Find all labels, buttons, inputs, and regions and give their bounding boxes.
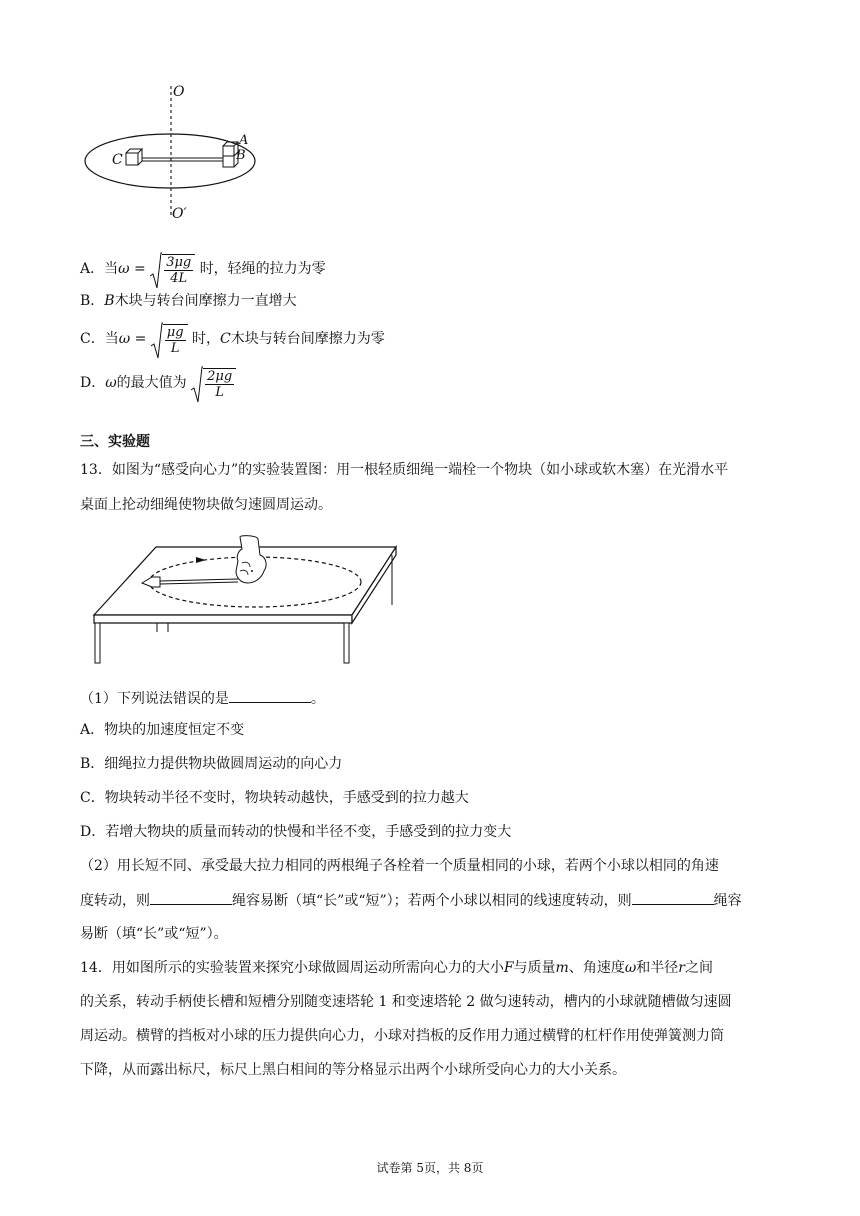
label-B: B	[236, 148, 246, 163]
q14-stem-line3: 周运动。横臂的挡板对小球的压力提供向心力，小球对挡板的反作用力通过横臂的杠杆作用使弹簧测力筒	[80, 1028, 724, 1044]
section-heading: 三、实验题	[80, 434, 150, 450]
q12-option-a: A．当ω = $\frac{3\mu g}{4L}$ 时，轻绳的拉力为零	[80, 252, 326, 286]
q13-option-d: D．若增大物块的质量而转动的快慢和半径不变，手感受到的拉力变大	[80, 824, 512, 840]
q14-stem-line2: 的关系，转动手柄使长槽和短槽分别随变速塔轮 1 和变速塔轮 2 做匀速转动，槽内的小球就随槽做匀速圆	[80, 994, 732, 1010]
answer-blank[interactable]	[150, 890, 232, 905]
q13-sub2-line2: 度转动，则 绳容易断（填“长”或“短”）；若两个小球以相同的线速度转动，则 绳容	[80, 890, 742, 911]
q14-stem-line1: 14．用如图所示的实验装置来探究小球做圆周运动所需向心力的大小F与质量m、角速度ω和半径r之间	[80, 960, 713, 976]
q13-option-c: C．物块转动半径不变时，物块转动越快，手感受到的拉力越大	[80, 790, 469, 806]
label-O: O	[173, 84, 185, 100]
q14-stem-line4: 下降，从而露出标尺，标尺上黑白相间的等分格显示出两个小球所受向心力的大小关系。	[80, 1062, 626, 1078]
label-O-prime: O′	[172, 206, 187, 222]
sqrt-expression: $\frac{3\mu g}{4L}$	[150, 252, 195, 286]
q13-sub2-line3: 易断（填“长”或“短”）。	[80, 926, 228, 942]
q12-option-c: C．当ω = $\frac{\mu g}{L}$ 时，C木块与转台间摩擦力为零	[80, 322, 385, 356]
answer-blank[interactable]	[229, 688, 311, 703]
q13-stem-line2: 桌面上抡动细绳使物块做匀速圆周运动。	[80, 497, 332, 513]
q13-sub2-line1: （2）用长短不同、承受最大拉力相同的两根绳子各栓着一个质量相同的小球，若两个小球以相同的角速	[80, 858, 719, 874]
q13-sub1: （1）下列说法错误的是 。	[80, 688, 325, 709]
page-footer: 试卷第 5页，共 8页	[376, 1161, 484, 1175]
answer-blank[interactable]	[632, 890, 714, 905]
q13-option-a: A．物块的加速度恒定不变	[80, 722, 245, 738]
label-A: A	[239, 133, 249, 148]
q13-option-b: B．细绳拉力提供物块做圆周运动的向心力	[80, 756, 343, 772]
sqrt-expression: $\frac{2\mu g}{L}$	[191, 366, 236, 400]
sqrt-expression: $\frac{\mu g}{L}$	[151, 322, 188, 356]
q12-option-b: B．B木块与转台间摩擦力一直增大	[80, 293, 297, 309]
q13-stem-line1: 13．如图为“感受向心力”的实验装置图：用一根轻质细绳一端栓一个物块（如小球或软木塞）在光滑水平	[80, 462, 729, 478]
q12-option-d: D．ω的最大值为 $\frac{2\mu g}{L}$	[80, 366, 236, 400]
table-figure	[90, 535, 410, 665]
label-C: C	[112, 152, 123, 168]
